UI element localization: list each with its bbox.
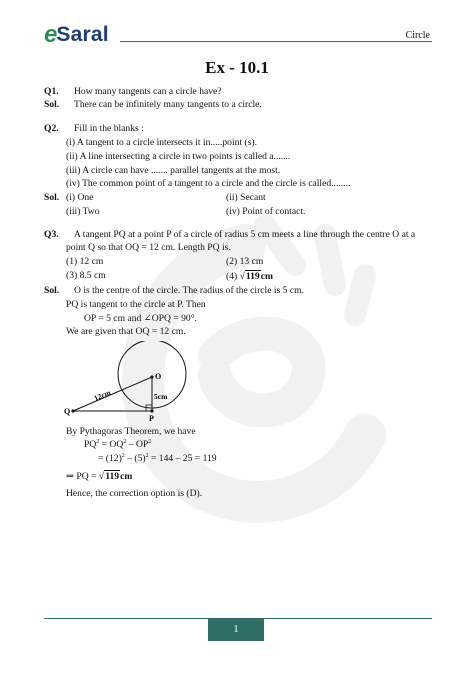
option-number: (4) — [226, 271, 238, 282]
tangent-circle-diagram — [64, 341, 204, 425]
option-unit: cm — [260, 271, 273, 282]
label-o: O — [155, 372, 162, 381]
option-item: (2) 13 cm — [226, 256, 264, 267]
fill-blank-item: (i) A tangent to a circle intersects it in.....point (s). — [66, 137, 258, 148]
point-p — [150, 409, 153, 412]
result-unit: cm — [120, 471, 133, 482]
answer-item: (ii) Secant — [226, 192, 266, 203]
label-p: P — [149, 414, 154, 423]
equation-line — [84, 439, 151, 451]
eq-term: – (5) — [124, 453, 146, 465]
answer-item: (i) One — [66, 192, 94, 203]
exponent: 2 — [121, 453, 125, 459]
point-q — [71, 409, 74, 412]
option-item: (1) 12 cm — [66, 256, 104, 267]
solution-text: We are given that OQ = 12 cm. — [66, 326, 186, 337]
page-title: Ex - 10.1 — [205, 58, 269, 77]
fill-blank-item: (ii) A line intersecting a circle in two points is called a....... — [66, 151, 291, 162]
eq-term: = (12) — [98, 453, 122, 465]
logo-e-icon: e — [44, 21, 58, 48]
eq-term: – OP — [126, 439, 149, 451]
exponent: 2 — [148, 439, 152, 445]
answer-item: (iv) Point of contact. — [226, 206, 306, 217]
fill-blank-item: (iv) The common point of a tangent to a circle and the circle is called........ — [66, 178, 351, 189]
exponent: 2 — [123, 439, 127, 445]
label-q: Q — [64, 407, 71, 416]
solution-label: Sol. — [44, 192, 60, 203]
option-item — [226, 270, 273, 283]
question-text: Fill in the blanks : — [74, 123, 144, 134]
solution-label: Sol. — [44, 285, 60, 296]
option-item: (3) 8.5 cm — [66, 270, 106, 281]
exponent: 2 — [96, 439, 100, 445]
solution-text: PQ is tangent to the circle at P. Then — [66, 299, 206, 310]
eq-term: = OQ — [99, 439, 124, 451]
label-oq-length: 12cm — [92, 387, 112, 403]
eq-term: PQ — [84, 439, 97, 451]
answer-item: (iii) Two — [66, 206, 100, 217]
question-text: How many tangents can a circle have? — [74, 86, 222, 97]
label-op-length: 5cm — [154, 392, 168, 401]
sqrt-symbol: √ — [239, 271, 245, 282]
sqrt-radicand: 119 — [105, 471, 120, 482]
solution-text: There can be infinitely many tangents to a circle. — [74, 99, 262, 110]
solution-label: Sol. — [44, 99, 60, 110]
question-label: Q3. — [44, 229, 59, 240]
solution-text: By Pythagoras Theorem, we have — [66, 426, 196, 437]
question-text: point Q so that OQ = 12 cm. Length PQ is. — [66, 242, 231, 253]
result-line — [66, 470, 132, 483]
solution-conclusion: Hence, the correction option is (D). — [66, 488, 203, 499]
exponent: 2 — [145, 453, 149, 459]
page-number: 1 — [208, 619, 264, 641]
question-text: A tangent PQ at a point P of a circle of radius 5 cm meets a line through the centre O at a — [74, 229, 416, 240]
equation-line — [98, 453, 217, 465]
chapter-topic: Circle — [405, 30, 430, 41]
centre-point — [150, 375, 153, 378]
sqrt-symbol: √ — [98, 471, 105, 482]
brand-logo — [44, 20, 109, 50]
header-rule — [120, 41, 432, 42]
result-prefix: ⇒ PQ = — [66, 471, 99, 482]
solution-text: O is the centre of the circle. The radius of the circle is 5 cm. — [74, 285, 304, 296]
logo-text: Saral — [56, 22, 109, 46]
solution-text: OP = 5 cm and ∠OPQ = 90°. — [84, 313, 197, 324]
question-label: Q1. — [44, 86, 59, 97]
eq-term: = 144 – 25 = 119 — [148, 453, 217, 465]
sqrt-radicand: 119 — [245, 271, 260, 282]
question-label: Q2. — [44, 123, 59, 134]
fill-blank-item: (iii) A circle can have ....... parallel tangents at the most. — [66, 165, 281, 176]
